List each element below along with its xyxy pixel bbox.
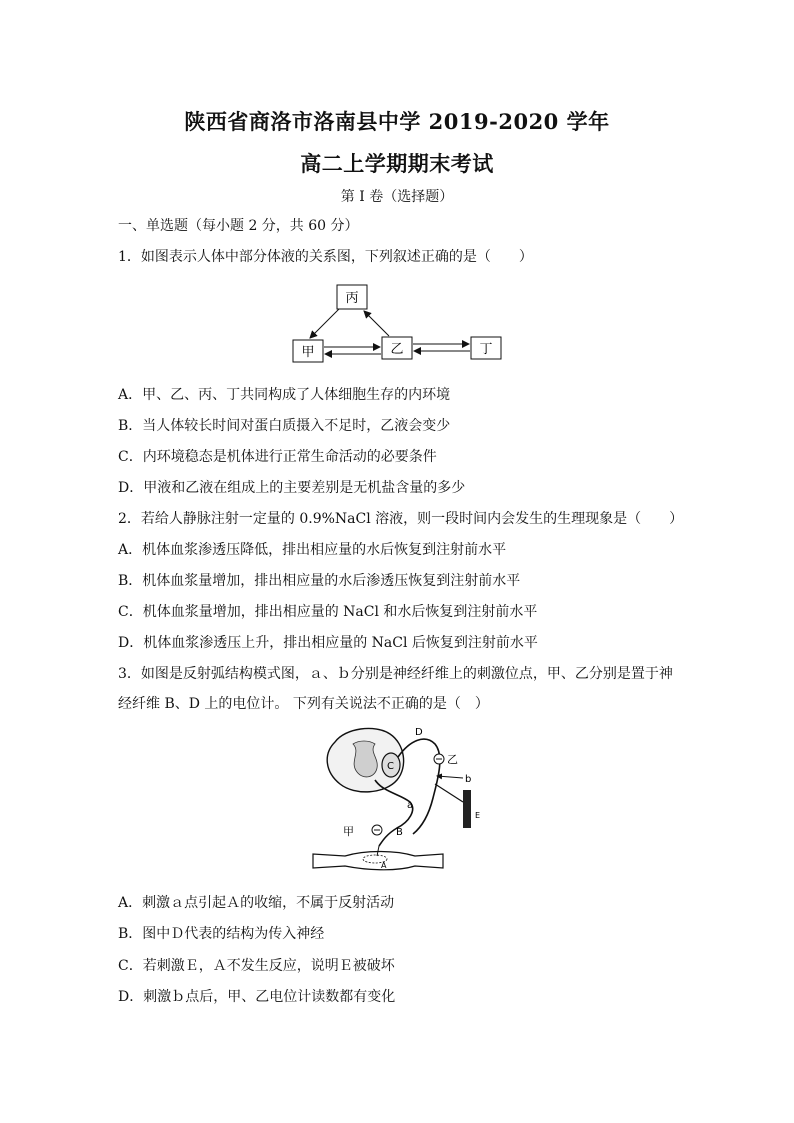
document-title-line-2: 高二上学期期末考试 xyxy=(300,151,494,176)
question-3-option-b: B．图中Ｄ代表的结构为传入神经 xyxy=(118,926,325,942)
question-3-option-c: C．若刺激Ｅ，Ａ不发生反应，说明Ｅ被破坏 xyxy=(118,958,395,974)
document-title-line-1: 陕西省商洛市洛南县中学 2019-2020 学年 xyxy=(184,109,610,134)
box-yi-label: 乙 xyxy=(390,342,404,357)
question-3-stem: 3．如图是反射弧结构模式图，ａ、ｂ分别是神经纤维上的刺激位点，甲、乙分别是置于神经纤维 B、D 上的电位计。 下列有关说法不正确的是（ ） xyxy=(118,666,673,712)
afferent-nerve-d xyxy=(398,739,440,834)
question-2-option-c: C．机体血浆量增加，排出相应量的 NaCl 和水后恢复到注射前水平 xyxy=(118,604,538,620)
box-bing-label: 丙 xyxy=(345,291,359,306)
question-2-stem: 2．若给人静脉注射一定量的 0.9%NaCl 溶液，则一段时间内会发生的生理现象是（ ） xyxy=(118,511,684,527)
section-label: 第 I 卷（选择题） xyxy=(340,189,454,205)
question-2-option-d: D．机体血浆渗透压上升，排出相应量的 NaCl 后恢复到注射前水平 xyxy=(118,635,538,651)
label-yi: 乙 xyxy=(447,753,458,766)
question-1-stem: 1．如图表示人体中部分体液的关系图，下列叙述正确的是（ ） xyxy=(118,249,533,265)
question-1-option-b: B．当人体较长时间对蛋白质摄入不足时，乙液会变少 xyxy=(118,418,451,434)
gray-matter xyxy=(353,741,377,777)
question-3-option-a: A．刺激ａ点引起Ａ的收缩，不属于反射活动 xyxy=(118,895,395,911)
label-a: a xyxy=(407,800,414,811)
box-jia-label: 甲 xyxy=(301,345,315,360)
label-e: E xyxy=(475,811,481,820)
question-2-option-b: B．机体血浆量增加，排出相应量的水后渗透压恢复到注射前水平 xyxy=(118,573,521,589)
label-b-nerve: B xyxy=(396,827,403,838)
arrow-bing-to-jia xyxy=(310,309,339,338)
question-1-option-d: D．甲液和乙液在组成上的主要差别是无机盐含量的多少 xyxy=(118,480,466,496)
box-ding-label: 丁 xyxy=(479,342,493,357)
receptor-e xyxy=(463,790,471,828)
stimulus-b-arrow xyxy=(437,776,463,778)
reflex-arc-diagram xyxy=(305,722,495,877)
label-jia: 甲 xyxy=(343,825,354,838)
question-2-option-a: A．机体血浆渗透压降低，排出相应量的水后恢复到注射前水平 xyxy=(118,542,507,558)
question-1-option-c: C．内环境稳态是机体进行正常生命活动的必要条件 xyxy=(118,449,437,465)
question-1-option-a: A．甲、乙、丙、丁共同构成了人体细胞生存的内环境 xyxy=(118,387,451,403)
arrow-yi-to-bing xyxy=(364,311,389,336)
body-fluid-diagram xyxy=(285,280,510,368)
label-a-muscle: A xyxy=(381,861,387,870)
label-c: C xyxy=(387,761,394,772)
question-3-option-d: D．刺激ｂ点后，甲、乙电位计读数都有变化 xyxy=(118,989,396,1005)
effector-muscle-a xyxy=(313,852,443,870)
part-heading: 一、单选题（每小题 2 分，共 60 分） xyxy=(118,218,359,234)
label-b: b xyxy=(465,774,472,785)
receptor-e-link xyxy=(435,784,463,802)
label-d: D xyxy=(415,727,423,738)
